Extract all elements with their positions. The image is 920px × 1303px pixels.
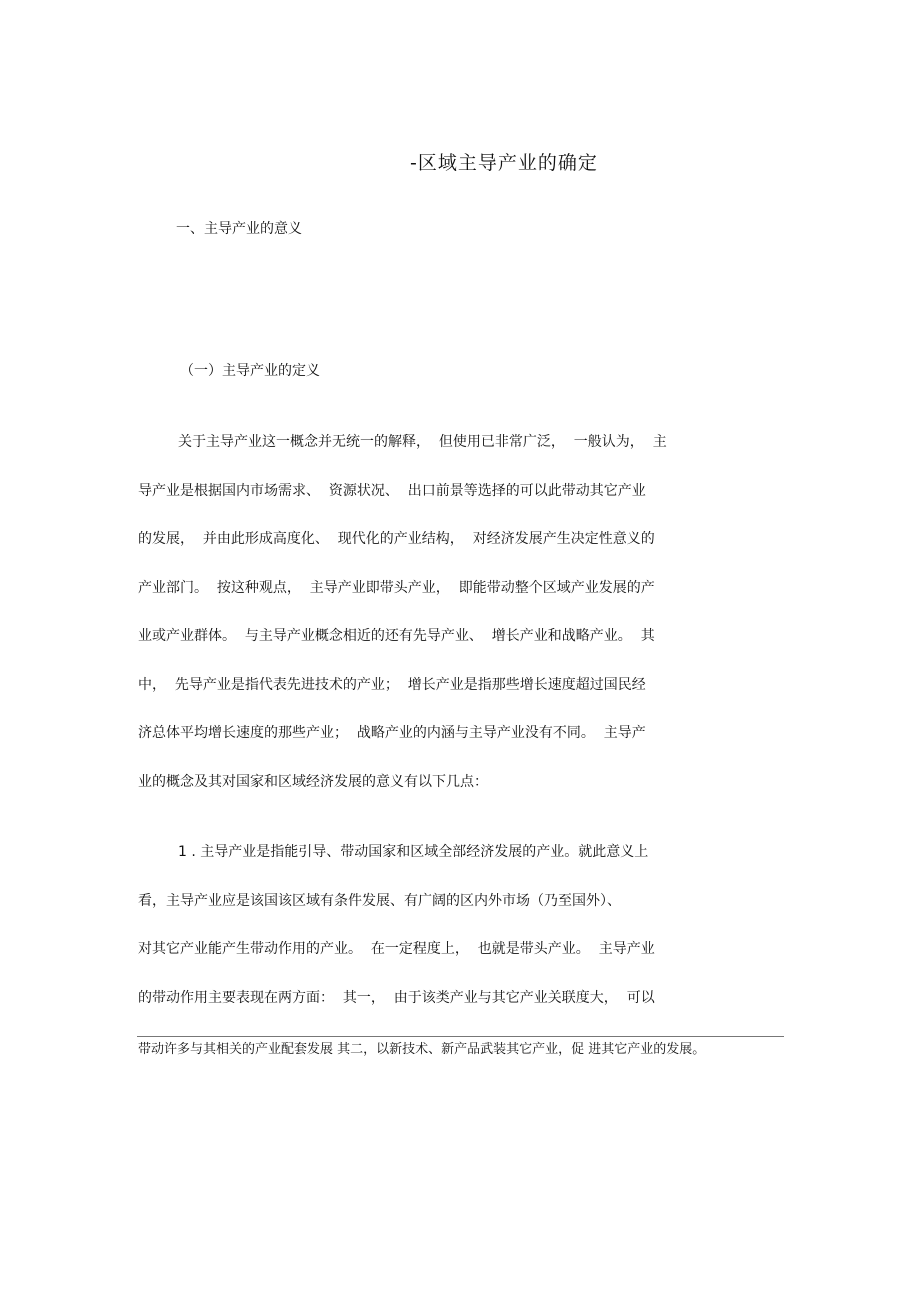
paragraph-line: 中， 先导产业是指代表先进技术的产业； 增长产业是指那些增长速度超过国民经: [138, 677, 646, 693]
footer-divider: [137, 1036, 784, 1037]
paragraph-line: 导产业是根据国内市场需求、 资源状况、 出口前景等选择的可以此带动其它产业: [138, 483, 646, 499]
paragraph-line: 的发展， 并由此形成高度化、 现代化的产业结构， 对经济发展产生决定性意义的: [138, 531, 655, 547]
section-heading: 一、主导产业的意义: [176, 221, 302, 237]
paragraph-line: 关于主导产业这一概念并无统一的解释， 但使用已非常广泛， 一般认为， 主: [178, 434, 667, 450]
subsection-heading: （一）主导产业的定义: [180, 363, 320, 379]
paragraph-line: 看，主导产业应是该国该区域有条件发展、有广阔的区内外市场（乃至国外）、: [138, 893, 621, 909]
paragraph-line: 业的概念及其对国家和区域经济发展的意义有以下几点：: [138, 774, 488, 790]
paragraph-line: 业或产业群体。 与主导产业概念相近的还有先导产业、 增长产业和战略产业。 其: [138, 628, 655, 644]
paragraph-line: 济总体平均增长速度的那些产业； 战略产业的内涵与主导产业没有不同。 主导产: [138, 725, 646, 741]
footer-text: 带动许多与其相关的产业配套发展 其二，以新技术、新产品武装其它产业，促 进其它产业的发展。: [138, 1042, 706, 1057]
paragraph-line: 的带动作用主要表现在两方面： 其一， 由于该类产业与其它产业关联度大， 可以: [138, 990, 655, 1006]
paragraph-line: 1 . 主导产业是指能引导、带动国家和区域全部经济发展的产业。就此意义上: [178, 844, 649, 860]
paragraph-line: 对其它产业能产生带动作用的产业。 在一定程度上， 也就是带头产业。 主导产业: [138, 941, 655, 957]
paragraph-line: 产业部门。 按这种观点， 主导产业即带头产业， 即能带动整个区域产业发展的产: [138, 580, 655, 596]
document-title: -区域主导产业的确定: [410, 152, 598, 174]
